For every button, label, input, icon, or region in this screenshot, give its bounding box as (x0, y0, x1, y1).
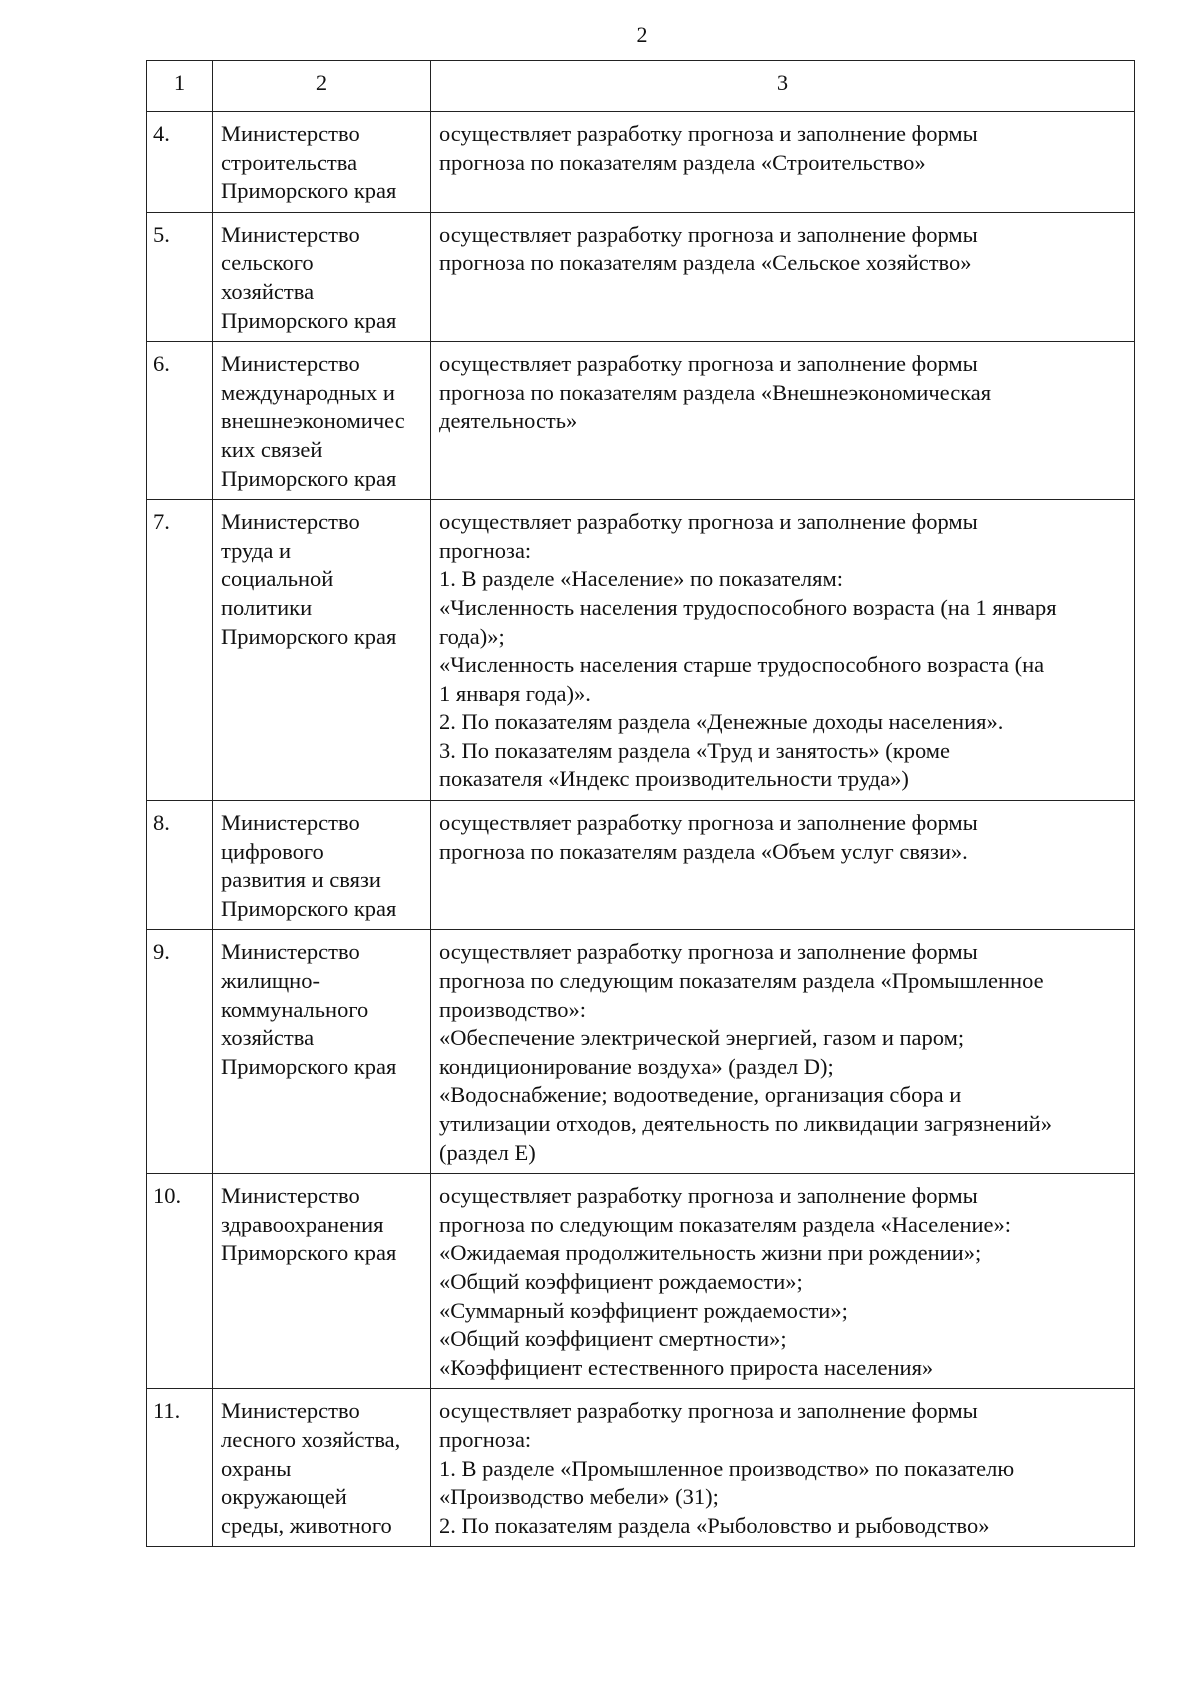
row-number: 8. (147, 801, 213, 930)
description-line: (раздел E) (439, 1139, 536, 1165)
description-line: прогноза по показателям раздела «Строительство» (439, 149, 926, 175)
description-line: осуществляет разработку прогноза и заполнение формы (439, 121, 978, 146)
description-line: «Коэффициент естественного прироста населения» (439, 1354, 934, 1380)
description-line: осуществляет разработку прогноза и заполнение формы (439, 939, 978, 965)
table-row (147, 1389, 1135, 1547)
description-line: осуществляет разработку прогноза и заполнение формы (439, 509, 978, 535)
organization-line: внешнеэкономичес (221, 408, 405, 434)
description-line: показателя «Индекс производительности труда») (439, 766, 909, 792)
organization-line: среды, животного (221, 1512, 392, 1538)
description-line: «Численность населения трудоспособного возраста (на 1 января (439, 594, 1057, 620)
organization-line: здравоохранения (221, 1211, 384, 1237)
table-row (147, 1174, 1135, 1389)
description-line: осуществляет разработку прогноза и заполнение формы (439, 221, 978, 247)
row-number: 10. (147, 1174, 213, 1389)
organization-cell (213, 1174, 431, 1389)
description-line: 2. По показателям раздела «Рыболовство и рыбоводство» (439, 1512, 990, 1538)
description-line: прогноза по показателям раздела «Объем услуг связи». (439, 838, 968, 864)
organization-line: Приморского края (221, 307, 397, 333)
description-line: 1. В разделе «Промышленное производство» по показателю (439, 1455, 1015, 1481)
organization-line: лесного хозяйства, (221, 1426, 401, 1452)
description-line: прогноза: (439, 537, 532, 563)
description-line: «Производство мебели» (31); (439, 1484, 719, 1510)
organization-line: Приморского края (221, 1053, 397, 1079)
description-line: 3. По показателям раздела «Труд и занятость» (кроме (439, 737, 950, 763)
description-line: прогноза по следующим показателям раздела «Население»: (439, 1211, 1012, 1237)
description-cell (431, 1389, 1135, 1547)
organization-line: Министерство (221, 939, 360, 965)
description-cell (431, 212, 1135, 341)
description-line: производство»: (439, 996, 587, 1022)
description-line: 1 января года)». (439, 680, 591, 706)
organization-cell (213, 1389, 431, 1547)
row-number: 4. (147, 112, 213, 213)
description-line: «Водоснабжение; водоотведение, организация сбора и (439, 1082, 962, 1108)
table-row (147, 801, 1135, 930)
description-cell (431, 342, 1135, 500)
organization-cell (213, 112, 431, 213)
description-line: утилизации отходов, деятельность по ликвидации загрязнений» (439, 1111, 1052, 1136)
description-line: «Общий коэффициент смертности»; (439, 1326, 787, 1352)
organization-line: Приморского края (221, 895, 397, 921)
description-line: 1. В разделе «Население» по показателям: (439, 566, 843, 592)
organization-cell (213, 212, 431, 341)
row-number: 11. (147, 1389, 213, 1547)
description-cell (431, 930, 1135, 1174)
page-number: 2 (636, 22, 648, 47)
description-line: прогноза по показателям раздела «Внешнеэкономическая (439, 379, 992, 405)
organization-line: международных и (221, 379, 395, 405)
organization-line: Приморского края (221, 465, 397, 491)
description-line: «Суммарный коэффициент рождаемости»; (439, 1297, 848, 1323)
description-line: осуществляет разработку прогноза и заполнение формы (439, 351, 978, 377)
organization-line: Министерство (221, 351, 360, 377)
organization-line: Министерство (221, 1183, 360, 1209)
description-cell (431, 500, 1135, 801)
description-line: «Общий коэффициент рождаемости»; (439, 1268, 803, 1294)
table-row (147, 342, 1135, 500)
description-line: осуществляет разработку прогноза и заполнение формы (439, 1183, 978, 1209)
organization-line: окружающей (221, 1484, 347, 1510)
organization-line: сельского (221, 250, 314, 276)
organization-line: Министерство (221, 509, 360, 535)
description-cell (431, 801, 1135, 930)
organization-line: Министерство (221, 1398, 360, 1424)
description-line: «Обеспечение электрической энергией, газом и паром; (439, 1025, 965, 1051)
organization-cell (213, 801, 431, 930)
description-line: прогноза по следующим показателям раздела «Промышленное (439, 968, 1044, 994)
organization-line: Министерство (221, 810, 360, 836)
organization-line: ких связей (221, 436, 323, 462)
header-cell-1: 1 (147, 61, 213, 112)
organization-line: коммунального (221, 996, 369, 1022)
header-cell-2: 2 (213, 61, 431, 112)
organization-line: развития и связи (221, 867, 381, 893)
description-line: года)»; (439, 623, 505, 649)
organization-line: Приморского края (221, 1240, 397, 1266)
organization-cell (213, 342, 431, 500)
row-number: 7. (147, 500, 213, 801)
organization-line: Приморского края (221, 623, 397, 649)
organization-line: строительства (221, 149, 358, 175)
description-line: кондиционирование воздуха» (раздел D); (439, 1053, 834, 1079)
organization-line: хозяйства (221, 278, 315, 304)
organization-line: социальной (221, 566, 334, 592)
organization-cell (213, 930, 431, 1174)
organization-line: цифрового (221, 838, 324, 864)
description-line: «Численность населения старше трудоспособного возраста (на (439, 652, 1045, 678)
responsibility-table (146, 60, 1135, 1547)
table-row (147, 112, 1135, 213)
description-line: прогноза по показателям раздела «Сельское хозяйство» (439, 250, 972, 276)
description-line: прогноза: (439, 1426, 532, 1452)
table-row (147, 212, 1135, 341)
organization-cell (213, 500, 431, 801)
description-line: осуществляет разработку прогноза и заполнение формы (439, 810, 978, 836)
row-number: 5. (147, 212, 213, 341)
description-line: деятельность» (439, 408, 578, 434)
table-header-row (147, 61, 1135, 112)
table-body (147, 61, 1135, 1547)
description-line: 2. По показателям раздела «Денежные доходы населения». (439, 709, 1004, 735)
table-row (147, 930, 1135, 1174)
description-line: осуществляет разработку прогноза и заполнение формы (439, 1398, 978, 1424)
organization-line: политики (221, 594, 313, 620)
row-number: 6. (147, 342, 213, 500)
organization-line: охраны (221, 1455, 292, 1481)
row-number: 9. (147, 930, 213, 1174)
description-cell (431, 112, 1135, 213)
organization-line: Приморского края (221, 178, 397, 204)
organization-line: Министерство (221, 121, 360, 146)
description-cell (431, 1174, 1135, 1389)
table-row (147, 500, 1135, 801)
header-cell-3: 3 (431, 61, 1135, 112)
organization-line: хозяйства (221, 1025, 315, 1051)
organization-line: труда и (221, 537, 291, 563)
description-line: «Ожидаемая продолжительность жизни при рождении»; (439, 1240, 982, 1266)
organization-line: Министерство (221, 221, 360, 247)
organization-line: жилищно- (221, 968, 320, 994)
